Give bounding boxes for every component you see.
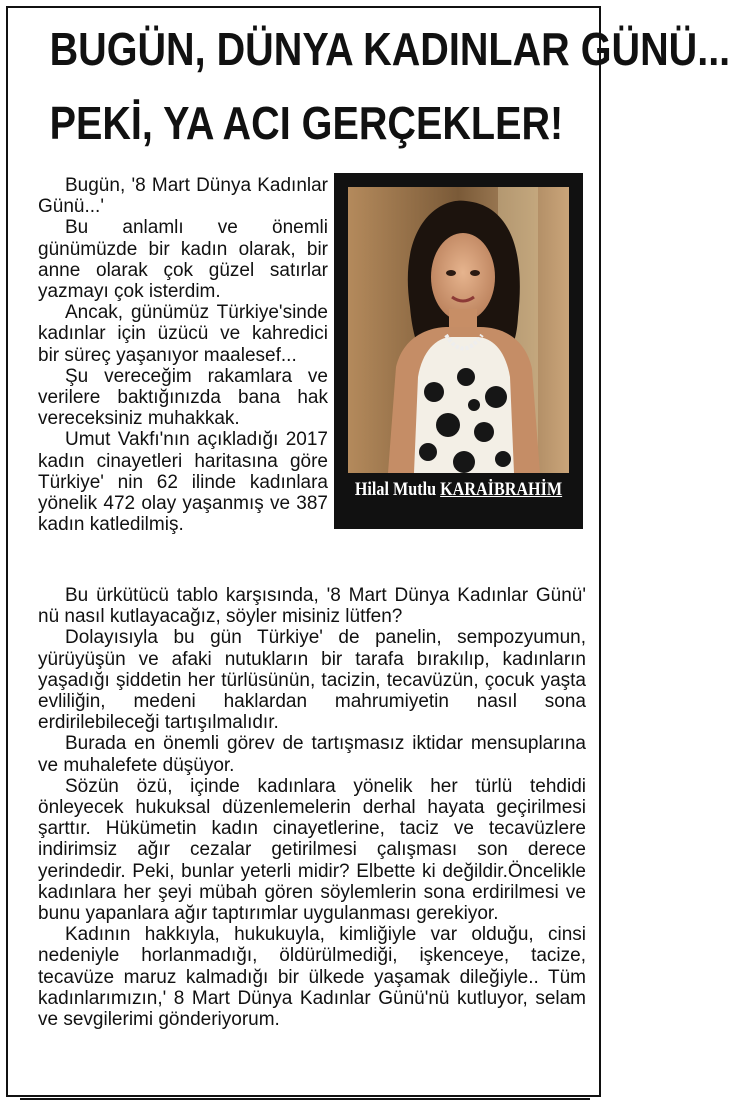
author-portrait-illustration bbox=[348, 187, 569, 473]
article-body-column bbox=[38, 175, 328, 535]
article-paragraph: Bu anlamlı ve önemli günümüzde bir kadın olarak, bir anne olarak çok güzel satırlar yazmayı çok isterdim. bbox=[38, 217, 328, 303]
article-paragraph: Ancak, günümüz Türkiye'sinde kadınlar için üzücü ve kahredici bir süreç yaşanıyor maalesef... bbox=[38, 302, 328, 366]
article-paragraph: Sözün özü, içinde kadınlara yönelik her türlü tehdidi önleyecek hukuksal düzenlemelerin derhal hayata geçirilmesi şarttır. Hükümetin kadın cinayetlerine, taciz ve tecavüzlere indirimsiz ağır cezalar getirilmesi çalışması son derece yerindedir. Peki, bunlar yeterli midir? Elbette ki değildir.Öncelikle kadınlara her şeyi mübah gören söylemlerin sona erdirilmesi ve bunu yapanlara ağır taptırımlar uygulanması gerekiyor. bbox=[38, 775, 586, 925]
author-portrait bbox=[348, 187, 569, 473]
article-paragraph: Bu ürkütücü tablo karşısında, '8 Mart Dünya Kadınlar Günü' nü nasıl kutlayacağız, söyler misiniz lütfen? bbox=[38, 585, 586, 628]
article-paragraph: Bugün, '8 Mart Dünya Kadınlar Günü...' bbox=[38, 175, 328, 218]
article-paragraph: Şu vereceğim rakamlara ve verilere baktığınızda bana hak vereceksiniz muhakkak. bbox=[38, 365, 328, 430]
bottom-divider bbox=[20, 1098, 590, 1100]
author-surname: KARAİBRAHİM bbox=[440, 479, 563, 500]
article-paragraph: Dolayısıyla bu gün Türkiye' de panelin, sempozyumun, yürüyüşün ve afaki nutukların bir tarafa bırakılıp, kadınların yaşadığı şiddetin her türlüsünün, tacizin, tecavüzün, çocuk yaşta evliliğin, medeni haklardan mahrumiyetin nasıl sona erdirilebileceği tartışılmalıdır. bbox=[38, 627, 586, 734]
article-paragraph: Burada en önemli görev de tartışmasız iktidar mensuplarına ve muhalefete düşüyor. bbox=[38, 733, 586, 776]
headline-line-1: BUGÜN, DÜNYA KADINLAR GÜNÜ... bbox=[49, 23, 730, 75]
author-given-names: Hilal Mutlu bbox=[354, 479, 437, 500]
article-body-full-width bbox=[38, 585, 586, 1030]
author-caption bbox=[353, 479, 565, 501]
article-paragraph: Umut Vakfı'nın açıkladığı 2017 kadın cinayetleri haritasına göre Türkiye' nin 62 ilinde kadınlara yönelik 472 olay yaşanmış ve 387 kadın katledilmiş. bbox=[38, 429, 328, 536]
headline-line-2: PEKİ, YA ACI GERÇEKLER! bbox=[49, 97, 564, 149]
author-photo-box bbox=[334, 173, 583, 529]
article-paragraph: Kadının hakkıyla, hukukuyla, kimliğiyle var olduğu, cinsi nedeniyle horlanmadığı, öldürülmediği, işkenceye, tacize, tecavüze maruz kalmadığı bir ülkede yaşamak dileğiyle.. Tüm kadınlarımızın,' 8 Mart Dünya Kadınlar Günü'nü kutluyor, selam ve sevgilerimi gönderiyorum. bbox=[38, 924, 586, 1031]
